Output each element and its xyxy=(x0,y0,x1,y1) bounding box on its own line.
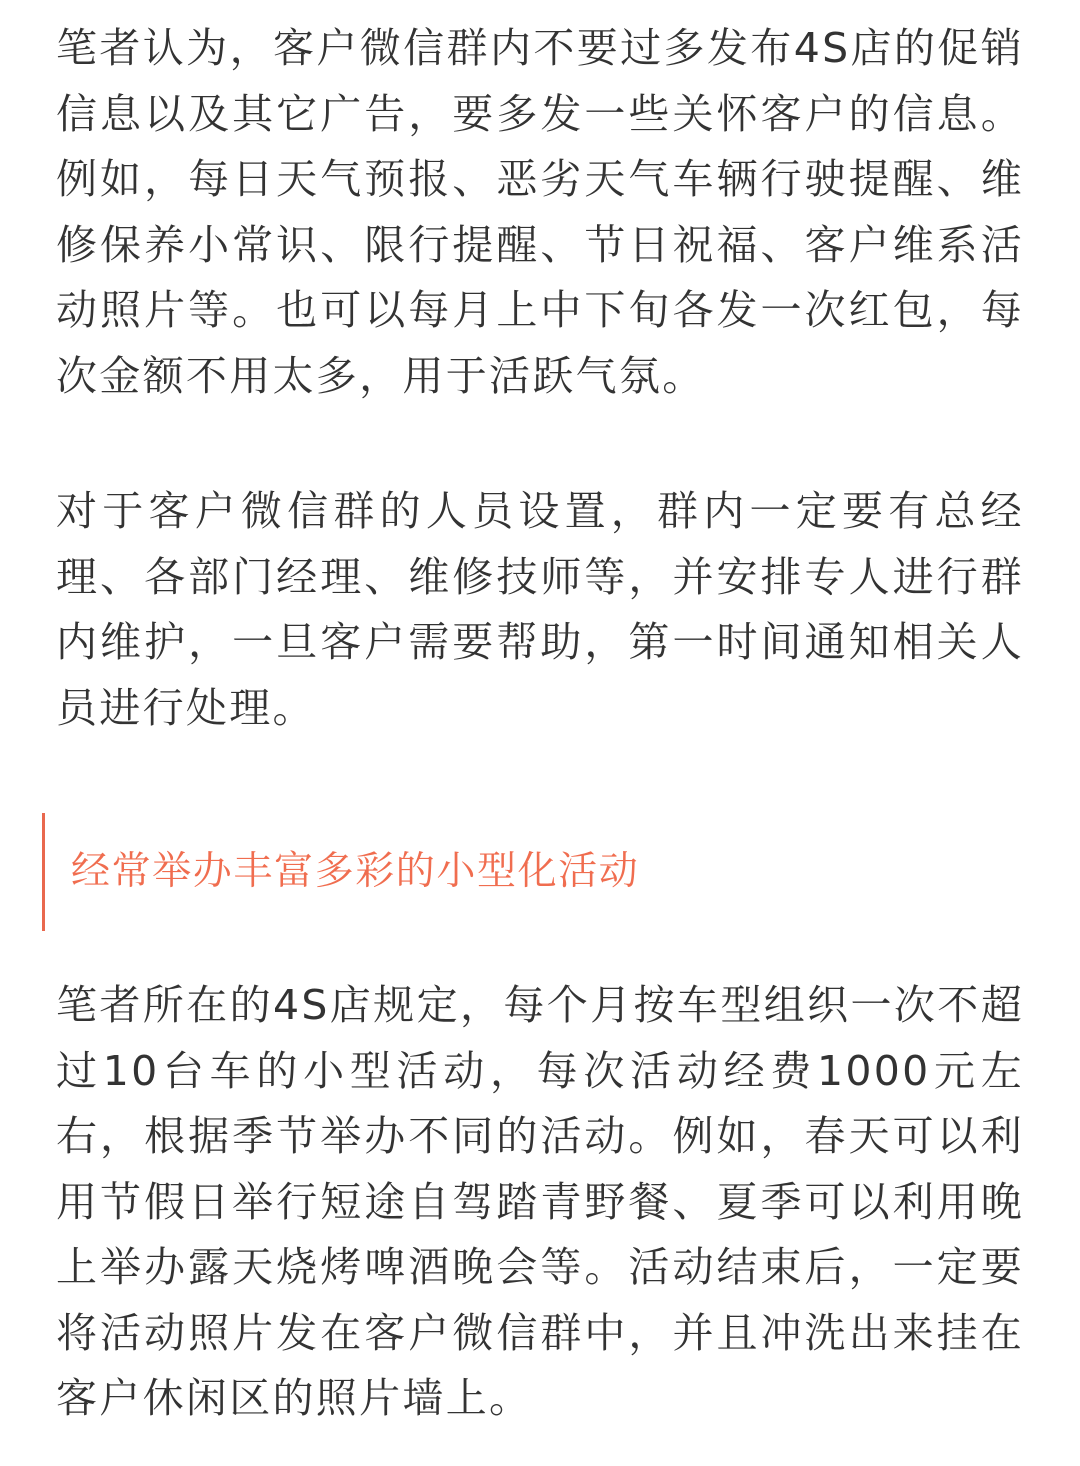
article-body xyxy=(56,16,1024,1432)
paragraph-wechat-group-members: 对于客户微信群的人员设置，群内一定要有总经理、各部门经理、维修技师等，并安排专人进行群内维护，一旦客户需要帮助，第一时间通知相关人员进行处理。 xyxy=(56,487,1024,732)
section-title: 经常举办丰富多彩的小型化活动 xyxy=(71,849,640,894)
section-accent-bar xyxy=(42,813,45,931)
paragraph-spacer xyxy=(56,409,1024,479)
paragraph-small-activities: 笔者所在的4S店规定，每个月按车型组织一次不超过10台车的小型活动，每次活动经费1000元左右，根据季节举办不同的活动。例如，春天可以利用节假日举行短途自驾踏青野餐、夏季可以利用晚上举办露天烧烤啤酒晚会等。活动结束后，一定要将活动照片发在客户微信群中，并且冲洗出来挂在客户休闲区的照片墙上。 xyxy=(56,981,1024,1422)
section-heading xyxy=(42,813,1024,933)
paragraph-wechat-group-content: 笔者认为，客户微信群内不要过多发布4S店的促销信息以及其它广告，要多发一些关怀客户的信息。例如，每日天气预报、恶劣天气车辆行驶提醒、维修保养小常识、限行提醒、节日祝福、客户维系活动照片等。也可以每月上中下旬各发一次红包，每次金额不用太多，用于活跃气氛。 xyxy=(56,24,1024,400)
